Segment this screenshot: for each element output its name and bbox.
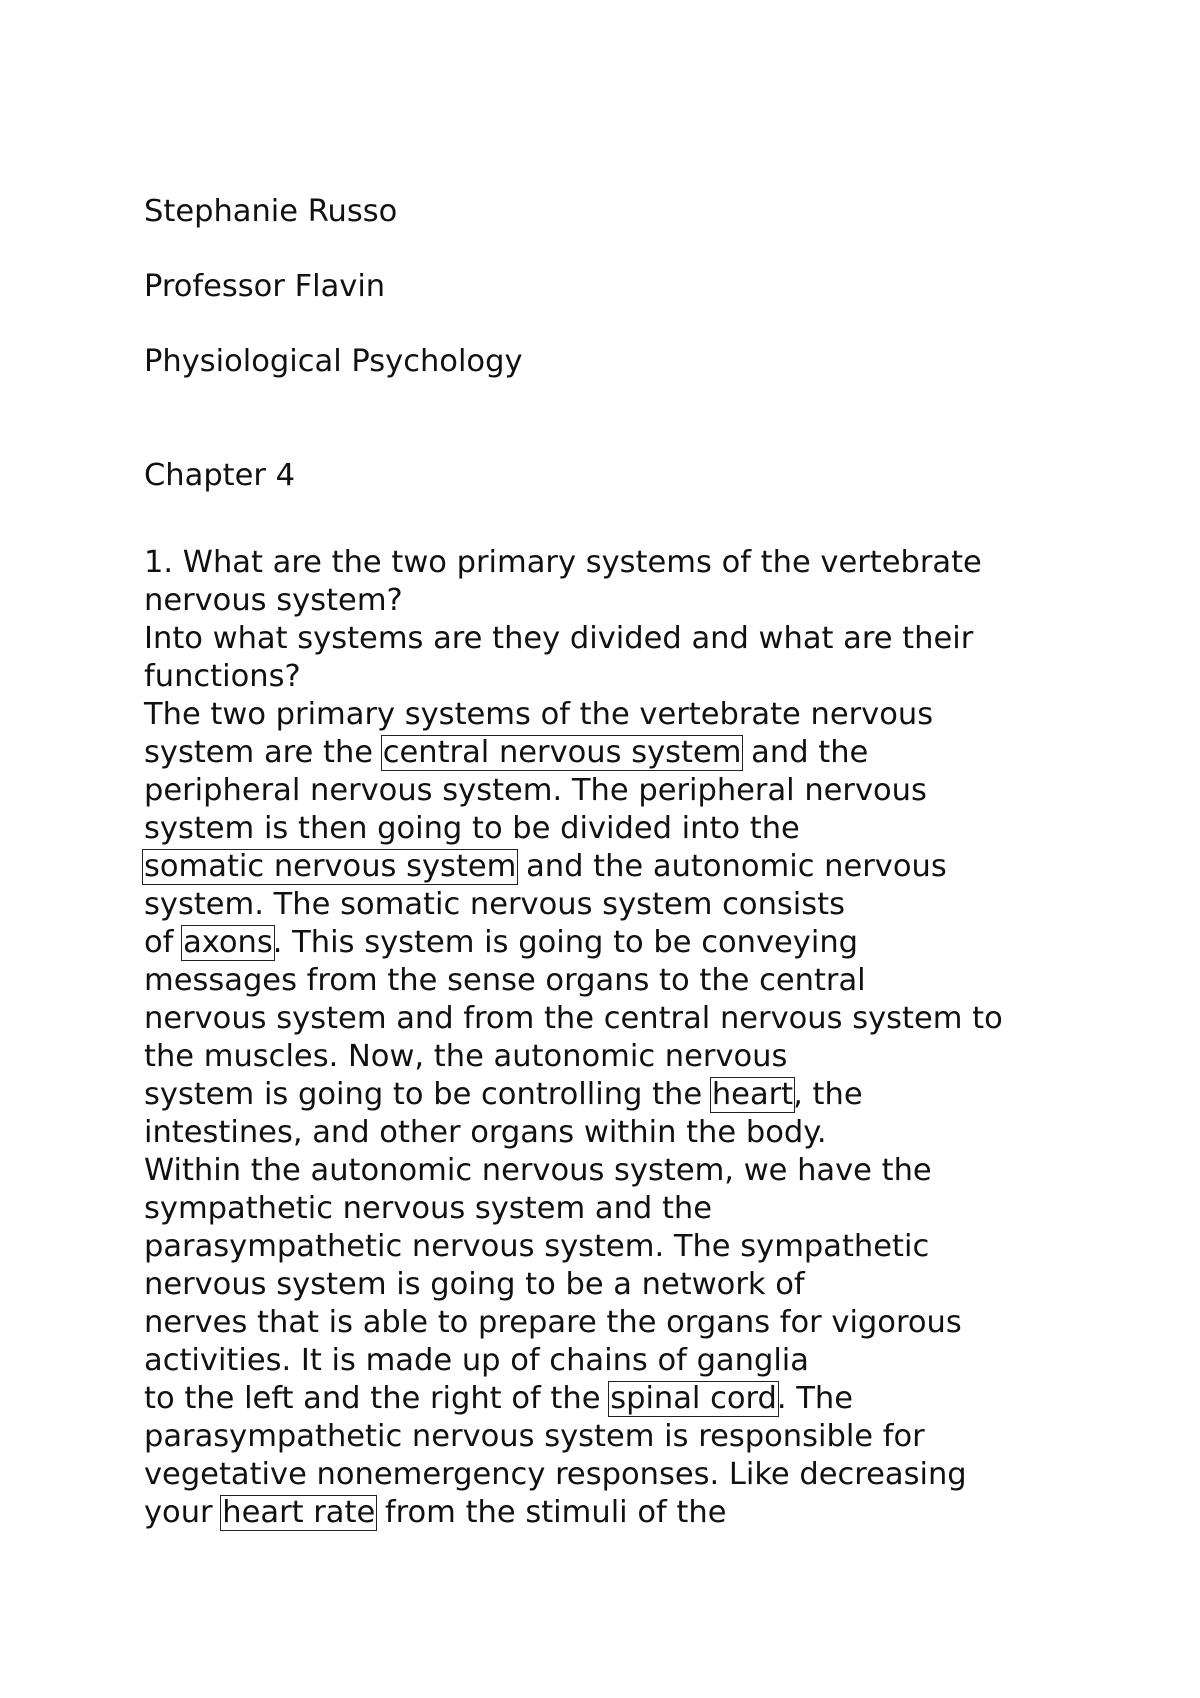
body-line [144, 1228, 929, 1266]
highlighted-term: spinal cord [610, 1381, 777, 1416]
professor-name: Professor Flavin [144, 269, 386, 304]
body-text-segment: parasympathetic nervous system. The sympathetic [144, 1229, 930, 1264]
highlighted-term: somatic nervous system [144, 849, 517, 884]
body-line [144, 1418, 925, 1456]
body-text-segment: sympathetic nervous system and the [144, 1191, 713, 1226]
body-line [144, 848, 947, 886]
body-text-segment: activities. It is made up of chains of ganglia [144, 1343, 809, 1378]
body-text-segment: 1. What are the two primary systems of the vertebrate [144, 545, 982, 580]
body-line [144, 1266, 805, 1304]
body-text-segment: , the [793, 1077, 863, 1112]
body-line [144, 1038, 787, 1076]
course-title: Physiological Psychology [144, 344, 523, 379]
body-line [144, 582, 403, 620]
body-text-segment: from the stimuli of the [375, 1495, 727, 1530]
body-text-segment: nervous system and from the central nervous system to [144, 1001, 1003, 1036]
body-text-segment: Into what systems are they divided and what are their [144, 621, 974, 656]
body-text-segment: . This system is going to be conveying [272, 925, 859, 960]
body-line [144, 962, 866, 1000]
body-line [144, 734, 868, 772]
body-line [144, 696, 933, 734]
body-line [144, 1380, 853, 1418]
body-line [144, 1152, 932, 1190]
body-text-segment: your [144, 1495, 223, 1530]
body-text-segment: vegetative nonemergency responses. Like decreasing [144, 1457, 967, 1492]
chapter-heading: Chapter 4 [144, 458, 296, 493]
highlighted-term: central nervous system [382, 735, 742, 770]
body-text-segment: and the autonomic nervous [516, 849, 947, 884]
author-name: Stephanie Russo [144, 194, 398, 229]
body-text-segment: The two primary systems of the vertebrate nervous [144, 697, 934, 732]
body-line [144, 658, 301, 696]
body-line [144, 1342, 809, 1380]
body-line [144, 810, 800, 848]
body-text-segment: system. The somatic nervous system consists [144, 887, 846, 922]
body-line [144, 772, 927, 810]
body-text-segment: peripheral nervous system. The peripheral nervous [144, 773, 927, 808]
body-text-segment: parasympathetic nervous system is responsible for [144, 1419, 925, 1454]
body-line [144, 1456, 967, 1494]
body-text-segment: system is then going to be divided into the [144, 811, 800, 846]
body-text-segment: system are the [144, 735, 383, 770]
body-text-segment: nervous system? [144, 583, 403, 618]
highlighted-term: heart [711, 1077, 794, 1112]
body-text-segment: messages from the sense organs to the central [144, 963, 866, 998]
body-line [144, 1000, 1003, 1038]
body-text-segment: to the left and the right of the [144, 1381, 611, 1416]
body-line [144, 1114, 827, 1152]
body-text-segment: and the [741, 735, 869, 770]
body-text-segment: system is going to be controlling the [144, 1077, 712, 1112]
body-line [144, 1190, 712, 1228]
body-line [144, 886, 845, 924]
body-text-segment: intestines, and other organs within the body. [144, 1115, 827, 1150]
highlighted-term: heart rate [222, 1495, 376, 1530]
body-text-segment: functions? [144, 659, 301, 694]
body-line [144, 544, 982, 582]
body-text-segment: Within the autonomic nervous system, we have the [144, 1153, 932, 1188]
body-text-segment: nervous system is going to be a network of [144, 1267, 805, 1302]
body-text-segment: of [144, 925, 184, 960]
body-text-segment: the muscles. Now, the autonomic nervous [144, 1039, 788, 1074]
body-text-segment: nerves that is able to prepare the organs for vigorous [144, 1305, 962, 1340]
body-line [144, 1304, 962, 1342]
highlighted-term: axons [183, 925, 273, 960]
body-line [144, 1076, 863, 1114]
body-line [144, 620, 973, 658]
body-line [144, 924, 858, 962]
body-text-segment: . The [776, 1381, 854, 1416]
body-line [144, 1494, 727, 1532]
